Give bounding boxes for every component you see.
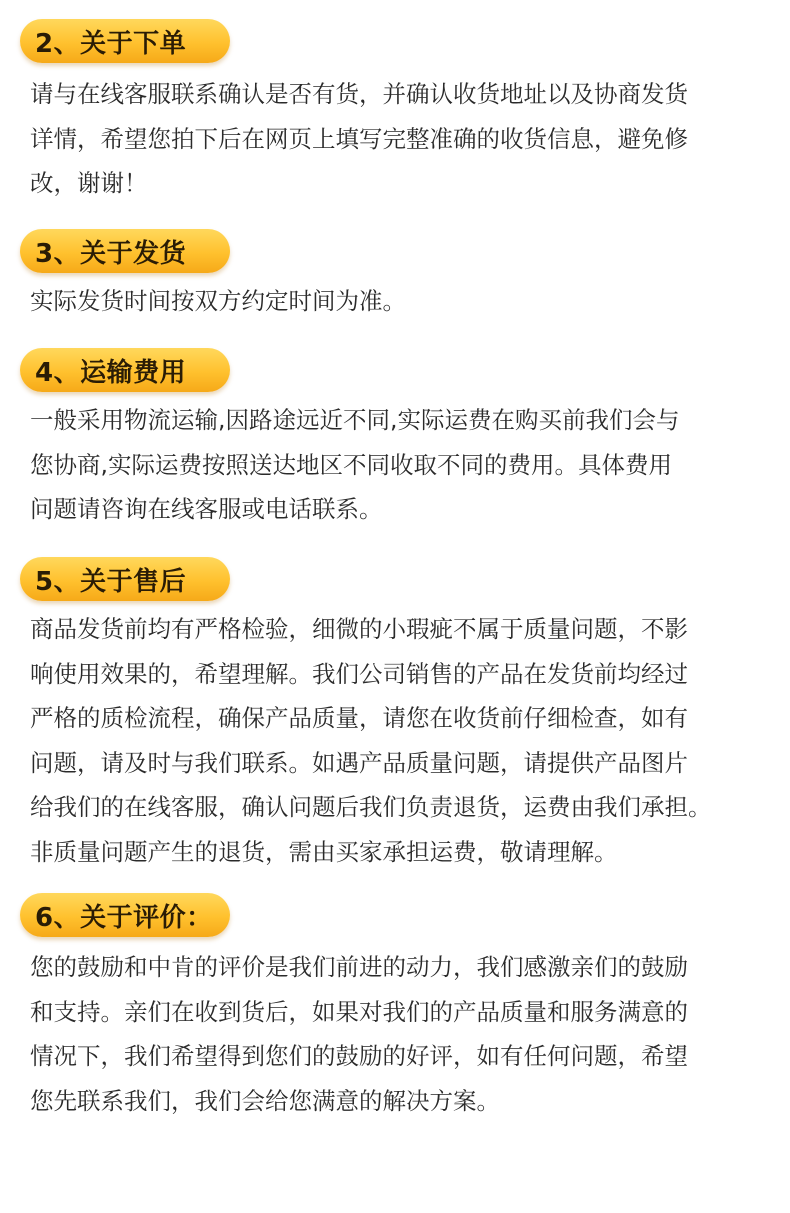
paragraph-line: 改，谢谢！ — [30, 169, 148, 197]
paragraph-line: 和支持。亲们在收到货后，如果对我们的产品质量和服务满意的 — [30, 997, 688, 1026]
section-paragraph — [30, 398, 775, 532]
paragraph-line: 严格的质检流程，确保产品质量，请您在收货前仔细检查，如有 — [30, 704, 688, 732]
section-paragraph — [30, 279, 775, 324]
section-heading-badge: 3、关于发货 — [20, 229, 230, 273]
paragraph-line: 您协商,实际运费按照送达地区不同收取不同的费用。具体费用 — [30, 450, 672, 479]
paragraph-line: 问题请咨询在线客服或电话联系。 — [30, 495, 383, 523]
paragraph-line: 非质量问题产生的退货，需由买家承担运费，敬请理解。 — [30, 837, 618, 866]
section-heading-badge: 4、运输费用 — [20, 348, 230, 392]
paragraph-line: 您的鼓励和中肯的评价是我们前进的动力，我们感激亲们的鼓励 — [30, 953, 688, 981]
section-paragraph — [30, 945, 775, 1123]
section-heading-badge: 5、关于售后 — [20, 557, 230, 601]
paragraph-line: 响使用效果的，希望理解。我们公司销售的产品在发货前均经过 — [30, 659, 688, 688]
paragraph-line: 情况下，我们希望得到您们的鼓励的好评，如有任何问题，希望 — [30, 1042, 688, 1070]
paragraph-line: 请与在线客服联系确认是否有货，并确认收货地址以及协商发货 — [30, 80, 688, 108]
section-paragraph — [30, 72, 775, 206]
paragraph-line: 问题，请及时与我们联系。如遇产品质量问题，请提供产品图片 — [30, 748, 688, 777]
paragraph-line: 商品发货前均有严格检验，细微的小瑕疵不属于质量问题，不影 — [30, 615, 688, 643]
section-paragraph — [30, 607, 775, 874]
section-heading-badge: 2、关于下单 — [20, 19, 230, 63]
paragraph-line: 详情，希望您拍下后在网页上填写完整准确的收货信息，避免修 — [30, 124, 688, 153]
paragraph-line: 一般采用物流运输,因路途远近不同,实际运费在购买前我们会与 — [30, 406, 680, 434]
section-heading-badge: 6、关于评价： — [20, 893, 230, 937]
paragraph-line: 实际发货时间按双方约定时间为准。 — [30, 287, 406, 315]
paragraph-line: 您先联系我们，我们会给您满意的解决方案。 — [30, 1086, 500, 1115]
paragraph-line: 给我们的在线客服，确认问题后我们负责退货，运费由我们承担。 — [30, 793, 712, 821]
